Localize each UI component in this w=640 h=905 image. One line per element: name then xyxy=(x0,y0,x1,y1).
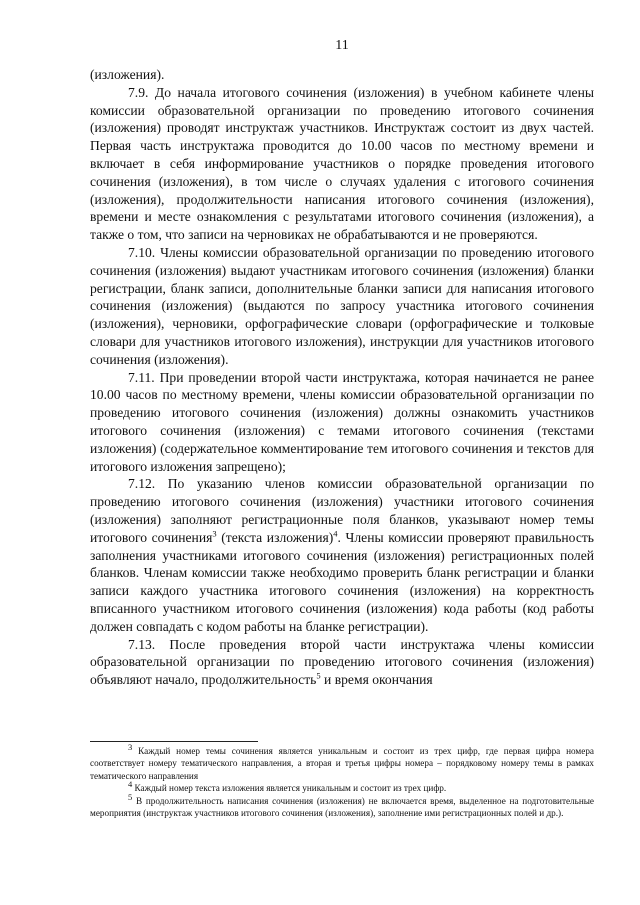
paragraph-p-7-11 xyxy=(90,369,594,476)
text-run: . Члены комиссии проверяют правильность заполнения участниками итогового сочинения (изложения) регистрационных полей бланков. Членам комиссии также необходимо проверить бланк регистрации и бланки записи каждого участника итогового сочинения (изложения) на корректность вписанного участником итогового сочинения (изложения) кода работы (код работы должен совпадать с кодом работы на бланке регистрации). xyxy=(90,529,594,634)
body-text xyxy=(90,66,594,689)
text-run: Каждый номер текста изложения является уникальным и состоит из трех цифр. xyxy=(132,783,447,794)
paragraph-p-7-9 xyxy=(90,84,594,244)
footnote-ref: 4 xyxy=(128,779,133,790)
text-run: и время окончания xyxy=(320,672,433,688)
text-run: 7.11. При проведении второй части инструктажа, которая начинается не ранее 10.00 часов по местному времени, члены комиссии образовательной организации по проведению итогового сочинения (изложения) должны ознакомить участников итогового сочинения (изложения) с темами итогового сочинения (текстами изложения) (содержательное комментирование тем итогового сочинения и текстов для итогового изложения запрещено); xyxy=(90,369,594,474)
footnote-ref: 3 xyxy=(212,528,217,539)
footnote-fn4 xyxy=(90,779,594,794)
text-run: 7.12. По указанию членов комиссии образовательной организации по проведению итогового сочинения (изложения) участники итогового сочинения (изложения) заполняют регистрационные поля бланков, указывают номер темы итогового сочинения xyxy=(90,476,594,545)
paragraph-p-7-13 xyxy=(90,636,594,689)
footnote-ref: 3 xyxy=(128,741,133,752)
footnote-fn5 xyxy=(90,791,594,820)
footnotes xyxy=(90,741,594,819)
text-run: (текста изложения) xyxy=(216,529,334,545)
text-run: В продолжительность написания сочинения (изложения) не включается время, выделенное на подготовительные мероприятия (инструктаж участников итогового сочинения (изложения), заполнение ими регистрационных полей и др.). xyxy=(90,795,594,819)
footnote-separator xyxy=(90,741,258,742)
paragraph-p-7-10 xyxy=(90,244,594,369)
text-run: (изложения). xyxy=(90,67,165,82)
text-run: 7.13. После проведения второй части инструктажа члены комиссии образовательной организации по проведению итогового сочинения (изложения) объявляют начало, продолжительность xyxy=(90,636,594,688)
text-run: Каждый номер темы сочинения является уникальным и состоит из трех цифр, где первая цифра номера соответствует номеру тематического направления, а вторая и третья цифры номера – порядковому номеру темы в рамках тематического направления xyxy=(90,746,594,781)
text-run: 7.9. До начала итогового сочинения (изложения) в учебном кабинете члены комиссии образовательной организации по проведению итогового сочинения (изложения) проводят инструктаж участников. Инструктаж состоит из двух частей. Первая часть инструктажа проводится до 10.00 часов по местному времени и включает в себя информирование участников о порядке проведения итогового сочинения (изложения), в том числе о случаях удаления с итогового сочинения (изложения), продолжительности написания итогового сочинения (изложения), времени и месте ознакомления с результатами итогового сочинения (изложения), а также о том, что записи на черновиках не обрабатываются и не проверяются. xyxy=(90,84,594,243)
text-run: 7.10. Члены комиссии образовательной организации по проведению итогового сочинения (изложения) выдают участникам итогового сочинения (изложения) бланки регистрации, бланк записи, дополнительные бланки записи для написания итогового сочинения (изложения) (выдаются по запросу участника итогового сочинения (изложения), черновики, орфографические словари (орфографические и толковые словари для участников итогового изложения), инструкции для участников итогового сочинения (изложения). xyxy=(90,244,594,367)
footnote-ref: 5 xyxy=(316,670,321,681)
paragraph-p-cont xyxy=(90,66,594,84)
page-number: 11 xyxy=(335,38,349,53)
footnote-ref: 4 xyxy=(333,528,338,539)
footnote-fn3 xyxy=(90,741,594,782)
footnote-ref: 5 xyxy=(128,791,133,802)
paragraph-p-7-12 xyxy=(90,475,594,635)
